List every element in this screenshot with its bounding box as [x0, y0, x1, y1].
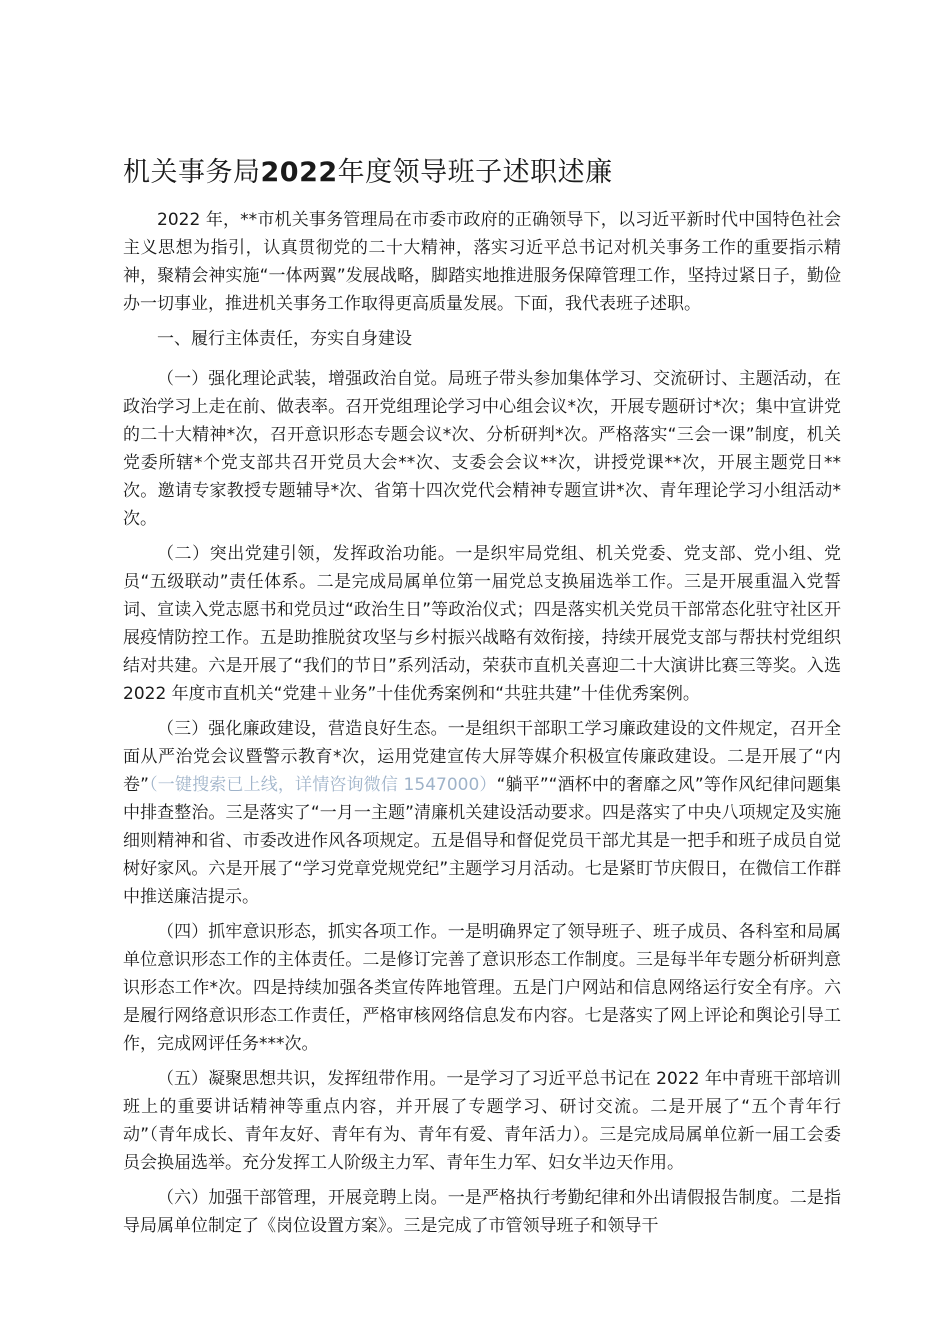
paragraph-6: （六）加强干部管理，开展竞聘上岗。一是严格执行考勤纪律和外出请假报告制度。二是指导局属单位制定了《岗位设置方案》。三是完成了市管领导班子和领导干 — [123, 1188, 841, 1236]
paragraph-3-part-b: “躺平”“酒杯中的奢靡之风”等作风纪律问题集中排查整治。三是落实了“一月一主题”清廉机关建设活动要求。四是落实了中央八项规定及实施细则精神和省、市委改进作风各项规定。五是倡导和督促党员干部尤其是一把手和班子成员自觉树好家风。六是开展了“学习党章党规党纪”主题学习月活动。七是紧盯节庆假日，在微信工作群中推送廉洁提示。 — [123, 775, 841, 907]
title-prefix: 机关事务局 — [123, 157, 261, 188]
paragraph-1: （一）强化理论武装，增强政治自觉。局班子带头参加集体学习、交流研讨、主题活动，在政治学习上走在前、做表率。召开党组理论学习中心组会议*次，开展专题研讨*次；集中宣讲党的二十大精神*次，召开意识形态专题会议*次、分析研判*次。严格落实“三会一课”制度，机关党委所辖*个党支部共召开党员大会**次、支委会会议**次，讲授党课**次，开展主题党日**次。邀请专家教授专题辅导*次、省第十四次党代会精神专题宣讲*次、青年理论学习小组活动*次。 — [123, 369, 841, 529]
paragraph-2: （二）突出党建引领，发挥政治功能。一是织牢局党组、机关党委、党支部、党小组、党员“五级联动”责任体系。二是完成局属单位第一届党总支换届选举工作。三是开展重温入党誓词、宣读入党志愿书和党员过“政治生日”等政治仪式；四是落实机关党员干部常态化驻守社区开展疫情防控工作。五是助推脱贫攻坚与乡村振兴战略有效衔接，持续开展党支部与帮扶村党组织结对共建。六是开展了“我们的节日”系列活动，荣获市直机关喜迎二十大演讲比赛三等奖。入选 2022 年度市直机关“党建＋业务”十佳优秀案例和“共驻共建”十佳优秀案例。 — [123, 544, 841, 704]
title-suffix: 年度领导班子述职述廉 — [337, 157, 613, 188]
document-title — [123, 152, 613, 194]
section-heading-1: 一、履行主体责任，夯实自身建设 — [157, 329, 412, 349]
paragraph-4: （四）抓牢意识形态，抓实各项工作。一是明确界定了领导班子、班子成员、各科室和局属单位意识形态工作的主体责任。二是修订完善了意识形态工作制度。三是每半年专题分析研判意识形态工作*次。四是持续加强各类宣传阵地管理。五是门户网站和信息网络运行安全有序。六是履行网络意识形态工作责任，严格审核网络信息发布内容。七是落实了网上评论和舆论引导工作，完成网评任务***次。 — [123, 922, 841, 1054]
paragraph-5: （五）凝聚思想共识，发挥纽带作用。一是学习了习近平总书记在 2022 年中青班干部培训班上的重要讲话精神等重点内容，并开展了专题学习、研讨交流。二是开展了“五个青年行动”（青年成长、青年友好、青年有为、青年有爱、青年活力）。三是完成局属单位新一届工会委员会换届选举。充分发挥工人阶级主力军、青年生力军、妇女半边天作用。 — [123, 1069, 841, 1173]
document-body — [123, 206, 841, 1247]
paragraph-3-part-a: （三）强化廉政建设，营造良好生态。一是组织干部职工学习廉政建设的文件规定，召开全面从严治党会议暨警示教育*次，运用党建宣传大屏等媒介积极宣传廉政建设。二是开展了“内卷” — [123, 719, 841, 795]
paragraph-3 — [123, 715, 841, 911]
watermark-text: （一键搜索已上线，详情咨询微信 1547000） — [148, 775, 497, 795]
intro-paragraph: 2022 年，**市机关事务管理局在市委市政府的正确领导下，以习近平新时代中国特色社会主义思想为指引，认真贯彻党的二十大精神，落实习近平总书记对机关事务工作的重要指示精神，聚精会神实施“一体两翼”发展战略，脚踏实地推进服务保障管理工作，坚持过紧日子，勤俭办一切事业，推进机关事务工作取得更高质量发展。下面，我代表班子述职。 — [123, 210, 841, 314]
title-year: 2022 — [260, 157, 338, 188]
